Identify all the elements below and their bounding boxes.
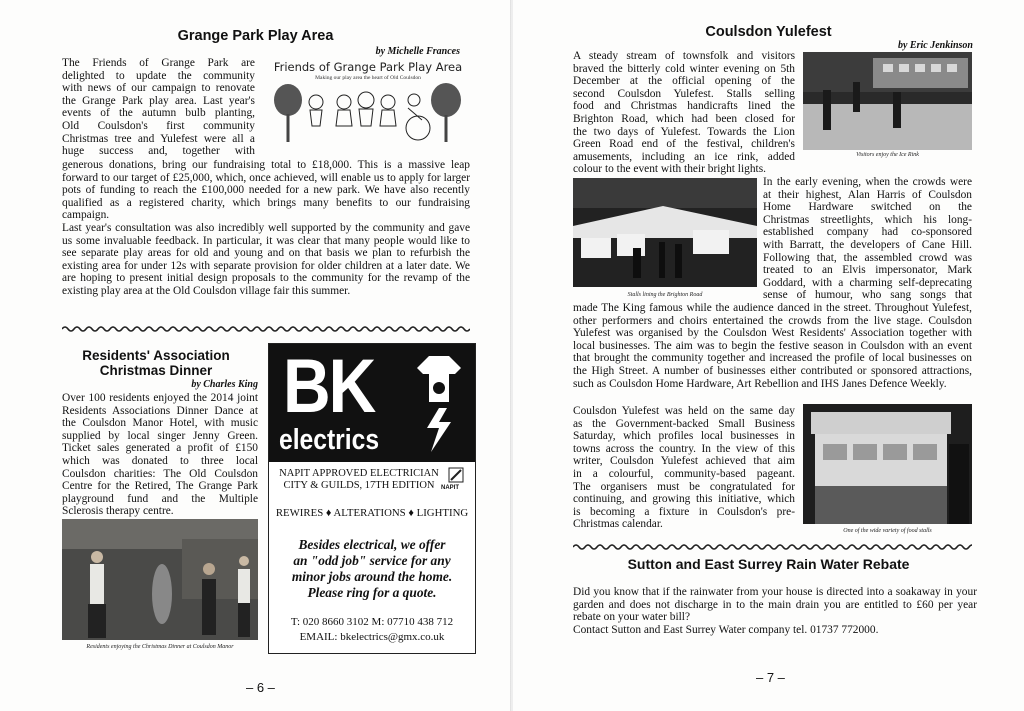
- grange-para2: Last year's consultation was also incredibly well supported by the community and gave us some invaluable feedback. In particular, it was clear that many people would like to see separate play areas for old and young and on that basis we plan to refurbish the existing area for under 12s with separate provision for older children at a later date. We are hoping to present initial design proposals to the community for the revamp of the existing play area at the Old Coulsdon village fair this summer.: [62, 221, 470, 297]
- text-line: Christmas tree and Yulefest were all a: [62, 132, 255, 145]
- residents-body: [62, 392, 258, 518]
- text-line: December at the official opening of the: [573, 75, 795, 88]
- ad-services: REWIRES ♦ ALTERATIONS ♦ LIGHTING: [275, 507, 469, 519]
- text-line: huge success and, together with: [62, 145, 255, 158]
- yulefest-mid: [763, 176, 972, 302]
- ad-line1: NAPIT APPROVED ELECTRICIAN: [279, 468, 439, 479]
- ad-tagline: [269, 537, 475, 601]
- lightning-plug-icon: [409, 348, 469, 458]
- page-6: [0, 0, 511, 711]
- text-line: writer, Coulsdon Yulefest achieved that aim: [573, 455, 795, 468]
- ad-tagline-line: Please ring for a quote.: [307, 585, 437, 600]
- grange-title: Grange Park Play Area: [177, 28, 334, 44]
- bk-brand: BK: [283, 342, 375, 428]
- text-line: sense of humour, who sang songs that: [763, 289, 972, 302]
- text-line: The organisers must be congratulated for: [573, 480, 795, 493]
- ad-tagline-line: minor jobs around the home.: [291, 569, 453, 584]
- friends-logo-tagline: Making our play area the heart of Old Coulsdon: [315, 75, 421, 81]
- dinner-photo: [62, 519, 258, 640]
- text-line: Home Hardware switched on the: [763, 201, 972, 214]
- stalls-caption: Stalls lining the Brighton Road: [627, 292, 703, 298]
- text-line: Coulsdon Yulefest was held on the same day: [573, 405, 795, 417]
- napit-logo-icon: [447, 466, 467, 484]
- residents-title-line2: Christmas Dinner: [99, 363, 213, 378]
- rebate-body: [573, 586, 977, 636]
- ad-line2: CITY & GUILDS, 17TH EDITION: [283, 480, 435, 491]
- grange-byline: by Michelle Frances: [375, 46, 460, 57]
- ad-tagline-line: an "odd job" service for any: [293, 553, 451, 568]
- bk-banner: [269, 344, 475, 462]
- text-line: Brighton Road, which had been closed for: [573, 112, 795, 125]
- text-line: with news of our campaign to renovate: [62, 82, 255, 95]
- grange-body: [62, 159, 470, 298]
- section-divider: [573, 543, 972, 551]
- napit-label: NAPIT: [441, 485, 459, 491]
- text-line: The Friends of Grange Park are: [62, 57, 255, 69]
- friends-logo: [268, 60, 468, 150]
- text-line: delighted to update the community: [62, 69, 255, 82]
- text-line: with Barratt, the developers of Cane Hill.: [763, 238, 972, 251]
- stalls-photo-image: [573, 178, 757, 287]
- text-line: events of the autumn bulb planting,: [62, 107, 255, 120]
- text-line: the two days of Yulefest. Towards the Lion: [573, 125, 795, 138]
- food-stall-photo-image: [803, 404, 972, 524]
- text-line: colour to the event with their bright lights.: [573, 163, 766, 176]
- text-line: Old Coulsdon's first community: [62, 119, 255, 132]
- ice-rink-caption: Visitors enjoy the Ice Rink: [856, 152, 919, 158]
- page-7: [513, 0, 1024, 711]
- text-line: food and Christmas handicrafts lined the: [573, 100, 795, 113]
- text-line: Christmas streetlights, which his long-: [763, 213, 972, 226]
- dinner-photo-image: [62, 519, 258, 640]
- ad-phones: T: 020 8660 3102 M: 07710 438 712: [290, 616, 454, 628]
- yulefest-top: [573, 50, 795, 176]
- page-number-6: – 6 –: [246, 680, 275, 695]
- residents-byline: by Charles King: [191, 379, 258, 390]
- text-line: continuing, and growing this initiative, which: [573, 493, 795, 506]
- text-line: braved the bitterly cold winter evening on 5th: [573, 62, 795, 75]
- yulefest-bottom: [573, 405, 795, 531]
- section-divider: [62, 325, 470, 333]
- text-line: the Grange Park play area. Last year's: [62, 94, 255, 107]
- food-stall-photo: [803, 404, 972, 524]
- text-line: amusements, including an ice rink, added: [573, 150, 795, 163]
- text-line: in a colourful, community-based pageant.: [573, 467, 795, 480]
- grange-intro: [62, 57, 255, 158]
- text-line: established company had co-sponsored: [763, 226, 972, 239]
- ice-rink-photo: [803, 52, 972, 150]
- bk-electrics-ad: [268, 343, 476, 654]
- rebate-contact: Contact Sutton and East Surrey Water company tel. 01737 772000.: [573, 623, 879, 636]
- residents-title: [62, 348, 250, 378]
- stalls-photo: [573, 178, 757, 287]
- text-line: treated to an Elvis impersonator, Mark: [763, 264, 972, 277]
- text-line: In the early evening, when the crowds were: [763, 176, 972, 188]
- yulefest-para: made The King famous while the audience danced in the street. Throughout Yulefest, other performers and choirs entertained the crowds from the live stage. Coulsdon Yulefest was organised by the Coulsdon West Residents' Association together with local businesses. The aim was to begin the festive season in Coulsdon with an event that brought the community together and increased the profile of local businesses on the High Street. A number of businesses either contributed or sponsored attractions, such as Coulsdon Home Hardware, Art Rebellion and IHS Janes Defence Weekly.: [573, 302, 972, 390]
- text-line: at their highest, Alan Harris of Coulsdon: [763, 188, 972, 201]
- page-number-7: – 7 –: [756, 670, 785, 685]
- text-line: Christmas calendar.: [573, 518, 663, 531]
- ad-email: EMAIL: bkelectrics@gmx.co.uk: [299, 631, 445, 643]
- ice-rink-photo-image: [803, 52, 972, 150]
- rebate-text: Did you know that if the rainwater from your house is directed into a soakaway in your garden and does not discharge in to the main drain you are entitled to £60 per year rebate on your water bill?: [573, 586, 977, 624]
- text-line: as the Government-backed Small Business: [573, 417, 795, 430]
- text-line: second Coulsdon Yulefest. Stalls selling: [573, 87, 795, 100]
- text-line: towns across the country. In the view of this: [573, 442, 795, 455]
- yulefest-title: Coulsdon Yulefest: [705, 24, 832, 40]
- text-line: Goddard, with a charming self-deprecating: [763, 276, 972, 289]
- text-line: A steady stream of townsfolk and visitors: [573, 50, 795, 62]
- text-line: is becoming a fixture in Coulsdon's pre-: [573, 505, 795, 518]
- residents-title-line1: Residents' Association: [82, 348, 230, 363]
- yulefest-full: [573, 302, 972, 390]
- text-line: Saturday, which profiles local businesses in: [573, 430, 795, 443]
- text-line: Following that, the assembled crowd was: [763, 251, 972, 264]
- ad-tagline-line: Besides electrical, we offer: [298, 537, 446, 552]
- food-stall-caption: One of the wide variety of food stalls: [843, 528, 932, 534]
- text-line: Green Road end of the festival, children's: [573, 138, 795, 151]
- rebate-title: Sutton and East Surrey Rain Water Rebate: [627, 556, 910, 572]
- yulefest-byline: by Eric Jenkinson: [897, 40, 973, 51]
- residents-text: Over 100 residents enjoyed the 2014 joint Residents Associations Dinner Dance at the Coulsdon Manor Hotel, with music supplied by local singer Jenny Green. Ticket sales generated a profit of £150 which was donated to three local Coulsdon charities: The Old Coulsdon Centre for the Retired, The Grange Park playground fund and the Multiple Sclerosis therapy centre.: [62, 392, 258, 518]
- grange-para1: generous donations, bring our fundraising total to £18,000. This is a massive leap forward to our target of £25,000, which, once achieved, will enable us to apply for larger pots of funding to reach the £100,000 needed for a new park. We have also recently qualified as a registered charity, which brings many benefits to our fundraising campaign.: [62, 159, 470, 222]
- friends-logo-title: Friends of Grange Park Play Area: [273, 60, 463, 74]
- dinner-photo-caption: Residents enjoying the Christmas Dinner at Coulsdon Manor: [86, 644, 234, 650]
- bk-electrics-word: electrics: [279, 424, 380, 456]
- children-tree-illustration: [268, 80, 468, 152]
